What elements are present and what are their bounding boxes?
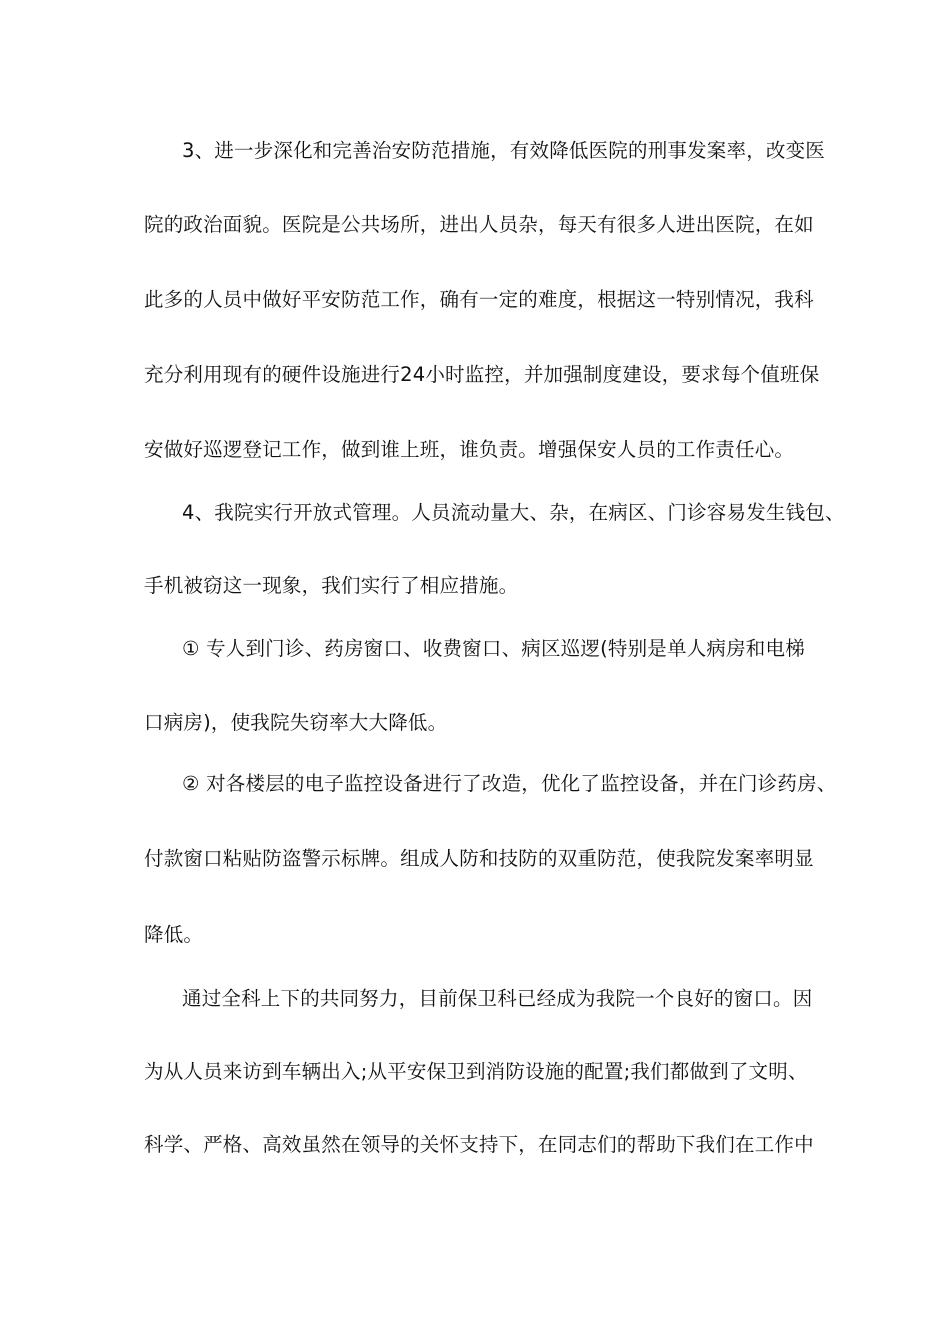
item-2-line-1: ② 对各楼层的电子监控设备进行了改造，优化了监控设备，并在门诊药房、 <box>182 772 837 795</box>
paragraph-4-line-1: 4、我院实行开放式管理。人员流动量大、杂，在病区、门诊容易发生钱包、 <box>182 501 845 524</box>
closing-paragraph-line-3: 科学、严格、高效虽然在领导的关怀支持下，在同志们的帮助下我们在工作中 <box>144 1133 814 1156</box>
paragraph-3-line-1: 3、进一步深化和完善治安防范措施，有效降低医院的刑事发案率，改变医 <box>182 139 826 162</box>
paragraph-3-line-4: 充分利用现有的硬件设施进行24小时监控，并加强制度建设，要求每个值班保 <box>144 363 820 386</box>
item-1-line-2: 口病房)，使我院失窃率大大降低。 <box>144 711 448 734</box>
item-2-line-2: 付款窗口粘贴防盗警示标牌。组成人防和技防的双重防范，使我院发案率明显 <box>144 847 814 870</box>
paragraph-3-line-3: 此多的人员中做好平安防范工作，确有一定的难度，根据这一特别情况，我科 <box>144 288 814 311</box>
paragraph-4-line-2: 手机被窃这一现象，我们实行了相应措施。 <box>144 574 519 597</box>
paragraph-3-line-2: 院的政治面貌。医院是公共场所，进出人员杂，每天有很多人进出医院，在如 <box>144 213 814 236</box>
item-2-line-3: 降低。 <box>144 923 204 946</box>
item-1-line-1: ① 专人到门诊、药房窗口、收费窗口、病区巡逻(特别是单人病房和电梯 <box>182 637 805 660</box>
closing-paragraph-line-2: 为从人员来访到车辆出入;从平安保卫到消防设施的配置;我们都做到了文明、 <box>144 1060 808 1083</box>
closing-paragraph-line-1: 通过全科上下的共同努力，目前保卫科已经成为我院一个良好的窗口。因 <box>182 987 813 1010</box>
paragraph-3-line-5: 安做好巡逻登记工作，做到谁上班，谁负责。增强保安人员的工作责任心。 <box>144 438 795 461</box>
